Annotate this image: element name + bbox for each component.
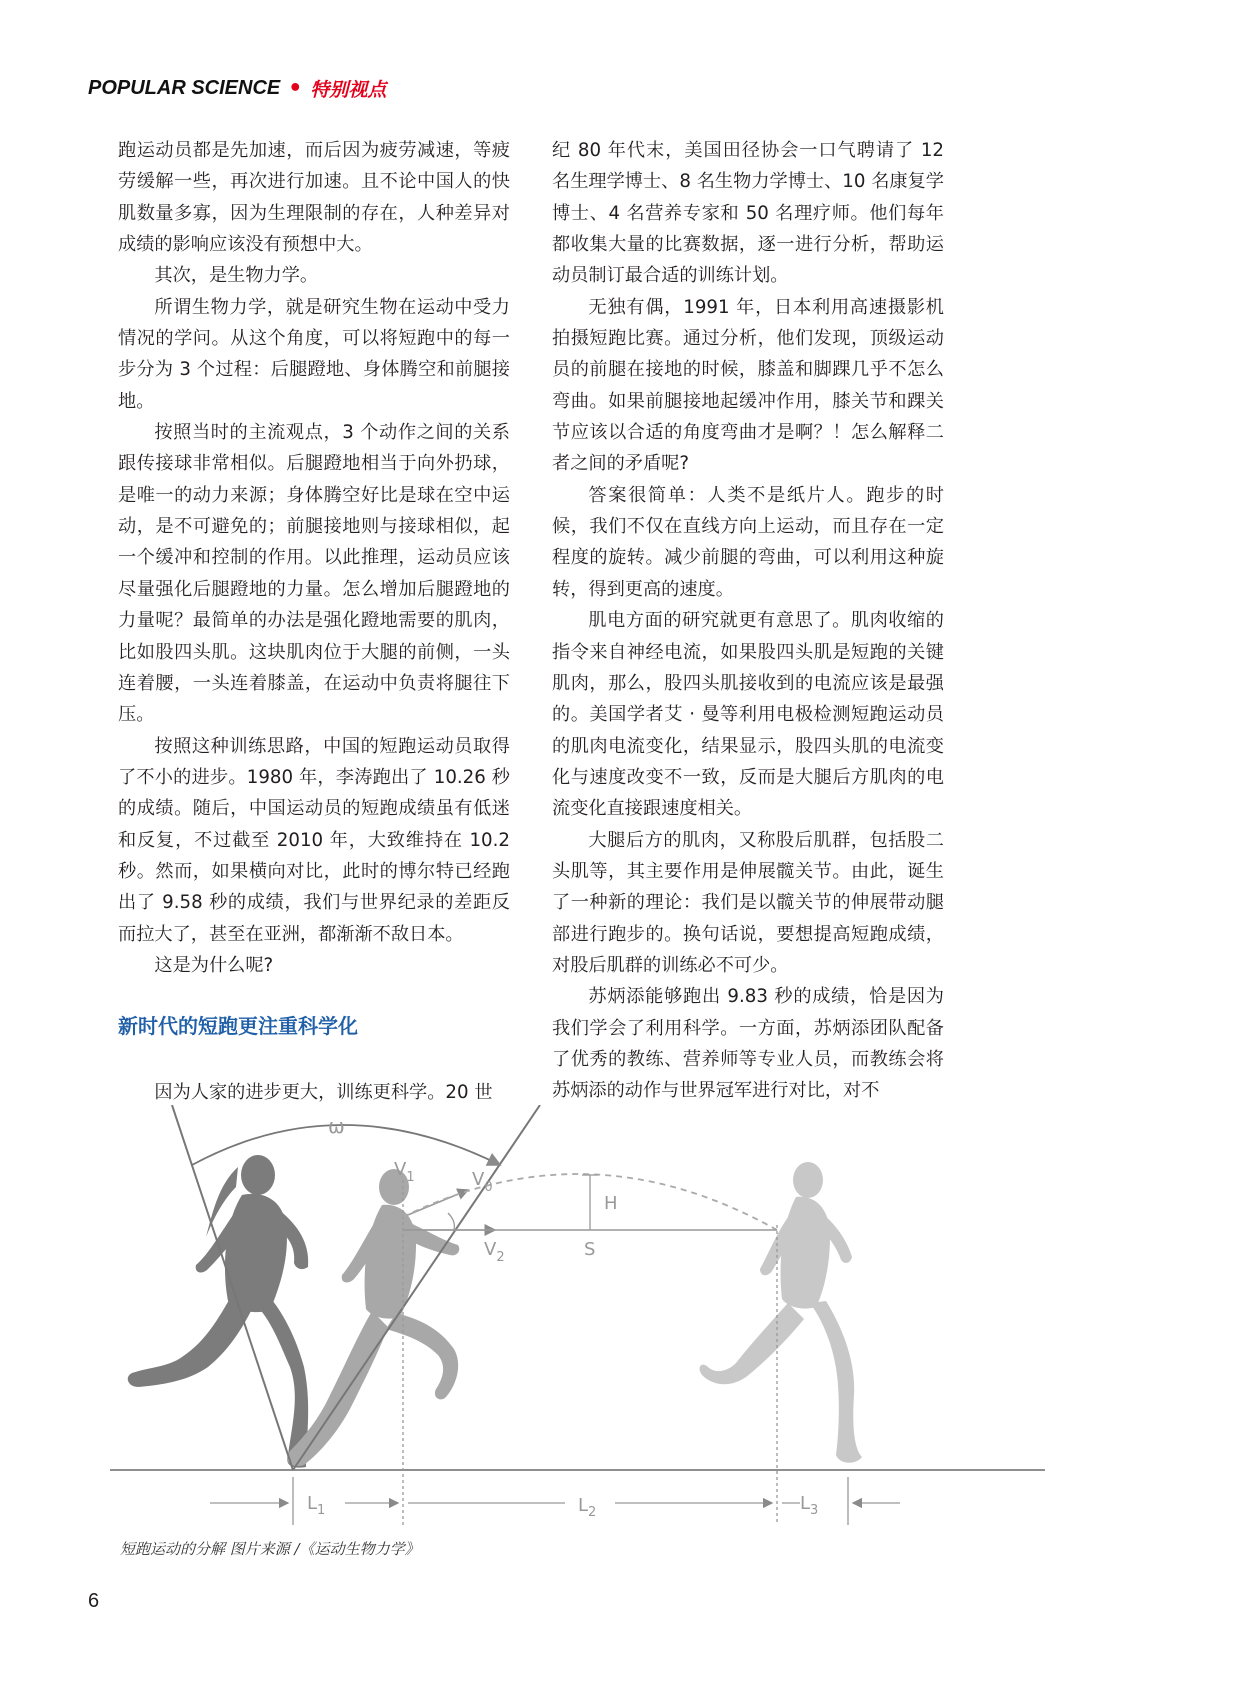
runner-silhouette-1	[128, 1155, 308, 1468]
paragraph: 因为人家的进步更大，训练更科学。20 世	[154, 1081, 493, 1103]
magazine-brand: POPULAR SCIENCE	[88, 76, 281, 99]
article-column-right	[552, 135, 944, 1107]
l3-label: $L_3$	[800, 1493, 819, 1518]
rotation-line-right	[293, 1105, 540, 1470]
paragraph: 纪 80 年代末，美国田径协会一口气聘请了 12 名生理学博士、8 名生物力学博士、10 名康复学博士、4 名营养专家和 50 名理疗师。他们每年都收集大量的比赛数据，逐一进行分析，帮助运动员制订最合适的训练计划。	[552, 140, 944, 287]
paragraph: 跑运动员都是先加速，而后因为疲劳减速，等疲劳缓解一些，再次进行加速。且不论中国人的快肌数量多寡，因为生理限制的存在，人种差异对成绩的影响应该没有预想中大。	[118, 140, 510, 256]
takeoff-angle-arc	[448, 1213, 454, 1230]
paragraph: 无独有偶，1991 年，日本利用高速摄影机拍摄短跑比赛。通过分析，他们发现，顶级运动员的前腿在接地的时候，膝盖和脚踝几乎不怎么弯曲。如果前腿接地起缓冲作用，膝关节和踝关节应该以合适的角度弯曲才是啊？！怎么解释二者之间的矛盾呢?	[552, 296, 944, 475]
omega-arc	[192, 1125, 500, 1165]
paragraph: 按照当时的主流观点，3 个动作之间的关系跟传接球非常相似。后腿蹬地相当于向外扔球，是唯一的动力来源；身体腾空好比是球在空中运动，是不可避免的；前腿接地则与接球相似，起一个缓冲和控制的作用。以此推理，运动员应该尽量强化后腿蹬地的力量。怎么增加后腿蹬地的力量呢？最简单的办法是强化蹬地需要的肌肉，比如股四头肌。这块肌肉位于大腿的前侧，一头连着腰，一头连着膝盖，在运动中负责将腿往下压。	[118, 422, 510, 726]
section-subheading: 新时代的短跑更注重科学化	[118, 1014, 358, 1039]
paragraph: 苏炳添能够跑出 9.83 秒的成绩，恰是因为我们学会了利用科学。一方面，苏炳添团队配备了优秀的教练、营养师等专业人员，而教练会将苏炳添的动作与世界冠军进行对比，对不	[552, 986, 944, 1102]
header-separator: •	[288, 75, 303, 101]
l2-label: $L_2$	[578, 1495, 597, 1520]
l1-label: $L_1$	[307, 1493, 326, 1518]
runner-silhouette-2	[287, 1169, 459, 1466]
section-title: 特别视点	[310, 78, 387, 101]
sprint-decomposition-figure	[110, 1105, 1050, 1545]
paragraph: 这是为什么呢?	[154, 954, 274, 976]
paragraph: 大腿后方的肌肉，又称股后肌群，包括股二头肌等，其主要作用是伸展髋关节。由此，诞生了一种新的理论：我们是以髋关节的伸展带动腿部进行跑步的。换句话说，要想提高短跑成绩，对股后肌群的训练必不可少。	[552, 829, 944, 976]
page-number: 6	[88, 1590, 100, 1612]
paragraph: 其次，是生物力学。	[154, 265, 319, 287]
runner-silhouette-3	[700, 1162, 862, 1463]
paragraph: 答案很简单：人类不是纸片人。跑步的时候，我们不仅在直线方向上运动，而且存在一定程度的旋转。减少前腿的弯曲，可以利用这种旋转，得到更高的速度。	[552, 484, 944, 600]
v1-label: $V_1$	[394, 1159, 415, 1185]
paragraph: 所谓生物力学，就是研究生物在运动中受力情况的学问。从这个角度，可以将短跑中的每一步分为 3 个过程：后腿蹬地、身体腾空和前腿接地。	[118, 296, 510, 412]
v2-label: $V_2$	[484, 1239, 505, 1265]
figure-caption: 短跑运动的分解 图片来源 /《运动生物力学》	[120, 1540, 420, 1558]
paragraph: 按照这种训练思路，中国的短跑运动员取得了不小的进步。1980 年，李涛跑出了 10.26 秒的成绩。随后，中国运动员的短跑成绩虽有低迷和反复，不过截至 2010 年，大致维持在 10.2 秒。然而，如果横向对比，此时的博尔特已经跑出了 9.58 秒的成绩，我们与世界纪录的差距反而拉大了，甚至在亚洲，都渐渐不敌日本。	[118, 735, 510, 945]
omega-label: ω	[328, 1114, 345, 1138]
s-label: S	[584, 1239, 596, 1260]
paragraph: 肌电方面的研究就更有意思了。肌肉收缩的指令来自神经电流，如果股四头肌是短跑的关键肌肉，那么，股四头肌接收到的电流应该是最强的。美国学者艾 · 曼等利用电极检测短跑运动员的肌肉电流变化，结果显示，股四头肌的电流变化与速度改变不一致，反而是大腿后方肌肉的电流变化直接跟速度相关。	[552, 610, 944, 820]
v0-label: $V_0$	[472, 1169, 493, 1195]
article-column-left	[118, 135, 510, 1108]
h-label: H	[604, 1193, 618, 1214]
running-header	[88, 73, 386, 103]
